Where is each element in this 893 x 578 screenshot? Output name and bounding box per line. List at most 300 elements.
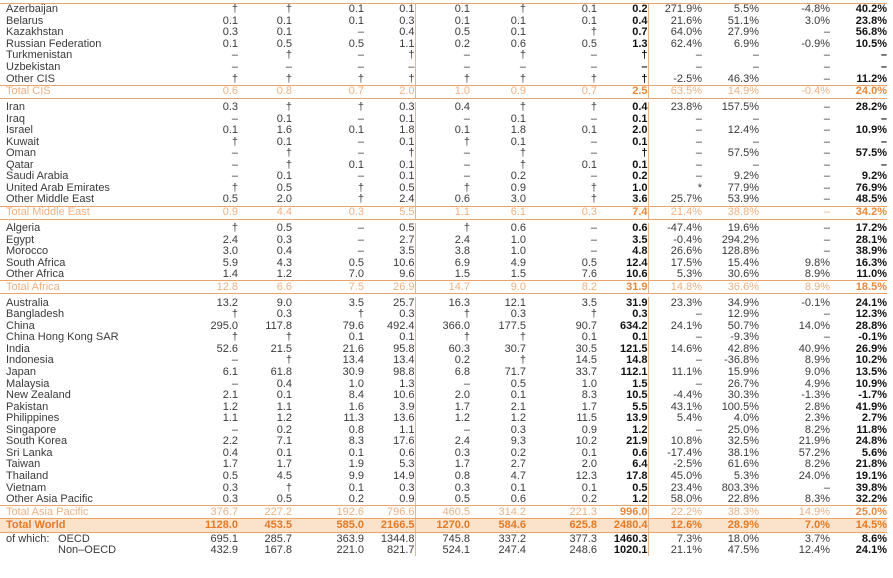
cell-c2: 6.6 <box>238 281 292 294</box>
cell-c5: – <box>415 160 470 172</box>
table-row <box>0 321 887 333</box>
cell-c5: 745.8 <box>415 533 470 545</box>
cell-p4: 10.5% <box>855 37 887 50</box>
cell-c2: 1.6 <box>276 124 292 137</box>
cell-c2: 227.2 <box>238 506 292 519</box>
cell-c1: 5.9 <box>222 256 238 269</box>
cell-c1: 295.0 <box>210 319 238 332</box>
cell-c4: 1.1 <box>399 37 415 50</box>
cell-p4: 24.8% <box>855 435 887 448</box>
cell-c4: 2.4 <box>399 193 415 206</box>
table-row <box>0 125 887 137</box>
cell-c4: 0.1 <box>399 135 415 148</box>
cell-c1: 0.3 <box>222 26 238 39</box>
cell-c2: † <box>285 147 292 160</box>
cell-c4: 0.5 <box>399 222 415 235</box>
cell-c2: † <box>285 49 292 62</box>
cell-p4: 11.8% <box>856 423 887 436</box>
cell-p1: – <box>648 425 702 437</box>
cell-c5: 0.2 <box>415 355 470 367</box>
cell-p3: 21.9% <box>798 435 830 448</box>
cell-c4: 2166.5 <box>364 519 415 533</box>
cell-c1: † <box>231 181 238 194</box>
row-label: United Arab Emirates <box>6 181 110 194</box>
cell-c2: 0.2 <box>276 423 292 436</box>
cell-p2: 38.3% <box>702 506 759 519</box>
cell-p3: 3.0% <box>804 14 830 27</box>
cell-p4: 24.0% <box>830 85 887 98</box>
cell-c6: 12.1 <box>504 296 526 309</box>
cell-c7: 90.7 <box>575 319 597 332</box>
cell-p4: 28.2% <box>855 101 887 114</box>
row-label: Qatar <box>6 158 34 171</box>
cell-c6: 1.5 <box>510 268 526 281</box>
cell-c7: – <box>590 245 597 258</box>
cell-c5: 366.0 <box>415 321 470 333</box>
cell-c8: 1.0 <box>632 181 648 194</box>
cell-c7: † <box>590 101 597 114</box>
cell-p4: 16.3% <box>855 256 887 269</box>
cell-c2: 0.1 <box>276 446 292 459</box>
cell-c7: 3.5 <box>581 296 597 309</box>
data-table <box>0 3 887 556</box>
cell-c4: 26.9 <box>364 281 415 294</box>
cell-p3: 8.9% <box>759 281 830 294</box>
cell-c8: – <box>641 61 648 73</box>
cell-c2: 0.3 <box>276 233 292 246</box>
cell-p1: 64.0% <box>648 27 702 39</box>
cell-c4: 0.6 <box>399 446 415 459</box>
cell-c6: † <box>519 354 526 367</box>
cell-p4: -0.1% <box>858 331 887 344</box>
row-label: Iran <box>6 101 25 114</box>
cell-p4: 32.2% <box>855 493 887 506</box>
cell-p2: 46.3% <box>727 72 759 85</box>
row-label-text: Non–OECD <box>58 544 117 557</box>
cell-p1: 58.0% <box>648 494 702 506</box>
table-row <box>0 171 887 183</box>
cell-p4: 17.2% <box>855 222 887 235</box>
cell-c1: † <box>231 3 238 16</box>
cell-c2: † <box>285 354 292 367</box>
cell-c1: 0.1 <box>222 124 238 137</box>
cell-c1: 0.1 <box>222 37 238 50</box>
cell-c2: 0.3 <box>276 308 292 321</box>
cell-c1: – <box>231 61 238 73</box>
cell-c3: – <box>357 222 364 235</box>
cell-c7: 0.1 <box>581 158 597 171</box>
cell-p3: 24.0% <box>798 469 830 482</box>
cell-c2: 285.7 <box>264 532 292 545</box>
cell-p2: 12.4% <box>727 124 759 137</box>
cell-c8: 0.1 <box>632 331 648 344</box>
row-label: South Africa <box>6 256 66 269</box>
cell-p1: 11.1% <box>648 367 702 379</box>
cell-c8: 634.2 <box>619 319 648 332</box>
table-row <box>0 297 887 309</box>
cell-c2: 167.8 <box>264 544 292 557</box>
cell-c5: 0.1 <box>415 4 470 16</box>
cell-c4: 14.9 <box>393 469 415 482</box>
row-label: Israel <box>6 124 33 137</box>
cell-p2: – <box>752 112 759 125</box>
cell-c8: 6.4 <box>632 458 648 471</box>
cell-p2: 32.5% <box>727 435 759 448</box>
cell-p1: 271.9% <box>648 4 702 16</box>
cell-c3: 3.5 <box>348 296 364 309</box>
cell-p1: 43.1% <box>648 401 702 413</box>
cell-p2: 4.0% <box>733 412 759 425</box>
row-label: Bangladesh <box>6 308 65 321</box>
cell-p4: -1.7% <box>858 389 887 402</box>
cell-c6: 1.0 <box>510 245 526 258</box>
cell-p3: – <box>823 193 830 206</box>
cell-p3: -0.9% <box>801 37 830 50</box>
total-row <box>0 85 887 98</box>
cell-c8: 4.8 <box>632 245 648 258</box>
cell-c2: 1.2 <box>276 268 292 281</box>
table-row <box>0 355 887 367</box>
cell-p4: 2.7% <box>861 412 887 425</box>
cell-p2: 47.5% <box>727 544 759 557</box>
cell-c6: 30.7 <box>504 342 526 355</box>
cell-c2: 4.4 <box>238 206 292 219</box>
cell-p3: 8.9% <box>804 268 830 281</box>
cell-c1: 0.3 <box>222 101 238 114</box>
cell-p1: * <box>648 183 702 195</box>
cell-p3: – <box>823 308 830 321</box>
cell-c6: † <box>519 3 526 16</box>
cell-c4: 821.7 <box>386 544 415 557</box>
cell-c3: † <box>357 308 364 321</box>
row-label: South Korea <box>6 435 68 448</box>
cell-p4: – <box>880 112 887 125</box>
cell-c4: 796.6 <box>364 506 415 519</box>
table-row <box>0 183 887 195</box>
cell-c8: 0.6 <box>632 222 648 235</box>
cell-c6: 0.3 <box>510 308 526 321</box>
cell-c3: 8.4 <box>348 389 364 402</box>
cell-c2: 0.5 <box>276 37 292 50</box>
cell-c5: † <box>415 136 470 148</box>
cell-c3: 0.7 <box>292 85 364 98</box>
cell-c4: 0.1 <box>399 158 415 171</box>
cell-c1: – <box>231 423 238 436</box>
cell-p3: 8.2% <box>804 423 830 436</box>
cell-c5: 0.2 <box>415 39 470 51</box>
cell-c5: † <box>415 223 470 235</box>
cell-c8: 31.9 <box>597 281 648 294</box>
cell-c7: † <box>590 26 597 39</box>
cell-c7: 625.8 <box>526 519 597 533</box>
cell-c8: 2.0 <box>632 124 648 137</box>
cell-p3: -4.8% <box>801 3 830 16</box>
cell-c4: 0.5 <box>399 181 415 194</box>
cell-c4: † <box>408 72 415 85</box>
cell-c1: – <box>231 354 238 367</box>
cell-c1: 0.3 <box>222 493 238 506</box>
cell-p1: – <box>648 125 702 137</box>
cell-c4: 10.6 <box>393 256 415 269</box>
row-label: New Zealand <box>6 389 71 402</box>
cell-p4: 12.3% <box>855 308 887 321</box>
cell-p4: 13.5% <box>855 366 887 379</box>
cell-c6: 2.1 <box>510 400 526 413</box>
cell-p4: 5.6% <box>861 446 887 459</box>
table-row <box>0 436 887 448</box>
cell-p1: – <box>648 62 702 74</box>
cell-c4: 0.3 <box>399 481 415 494</box>
cell-c7: – <box>590 222 597 235</box>
row-label: Other Middle East <box>6 193 95 206</box>
cell-c1: – <box>231 158 238 171</box>
table-row <box>0 413 887 425</box>
cell-c7: 1.0 <box>581 377 597 390</box>
cell-p1: 62.4% <box>648 39 702 51</box>
cell-p2: 803.3% <box>721 481 759 494</box>
cell-c4: 95.8 <box>393 342 415 355</box>
cell-c2: 7.1 <box>276 435 292 448</box>
cell-c6: 0.3 <box>510 423 526 436</box>
cell-c4: 0.3 <box>399 101 415 114</box>
cell-p1: 63.5% <box>648 85 702 98</box>
cell-c5: 2.4 <box>415 436 470 448</box>
cell-c3: 30.9 <box>342 366 364 379</box>
cell-c6: 0.2 <box>510 446 526 459</box>
table-row <box>0 246 887 258</box>
cell-c3: 1.0 <box>348 377 364 390</box>
cell-c7: 0.1 <box>581 124 597 137</box>
cell-c1: 0.5 <box>222 193 238 206</box>
cell-p1: – <box>648 355 702 367</box>
cell-p3: 2.8% <box>804 400 830 413</box>
cell-c7: 0.1 <box>581 481 597 494</box>
cell-c8: 0.6 <box>632 446 648 459</box>
cell-c3: 0.2 <box>348 493 364 506</box>
cell-p1: -0.4% <box>648 234 702 246</box>
cell-c1: 1.7 <box>222 458 238 471</box>
cell-p2: 53.9% <box>727 193 759 206</box>
cell-c6: † <box>519 49 526 62</box>
cell-c1: 1128.0 <box>190 519 238 533</box>
cell-p1: 23.8% <box>648 102 702 114</box>
cell-p2: 100.5% <box>721 400 759 413</box>
cell-c6: 4.7 <box>510 469 526 482</box>
cell-p3: – <box>759 206 830 219</box>
table-row <box>0 148 887 160</box>
cell-p4: – <box>880 49 887 62</box>
cell-c4: 5.3 <box>399 458 415 471</box>
cell-c6: – <box>519 61 526 73</box>
row-label: Kuwait <box>6 135 40 148</box>
cell-c4: 0.1 <box>399 3 415 16</box>
cell-p3: 8.3% <box>804 493 830 506</box>
cell-c7: 2.0 <box>581 458 597 471</box>
cell-p3: – <box>823 245 830 258</box>
cell-c2: 21.5 <box>270 342 292 355</box>
of-which-row <box>0 533 887 545</box>
cell-p4: 25.0% <box>830 506 887 519</box>
cell-p2: 38.1% <box>727 446 759 459</box>
cell-c6: 0.2 <box>510 170 526 183</box>
cell-c2: 4.5 <box>276 469 292 482</box>
cell-c8: 0.2 <box>632 3 648 16</box>
cell-p1: – <box>648 50 702 62</box>
cell-c5: 0.8 <box>415 471 470 483</box>
cell-p3: 9.0% <box>804 366 830 379</box>
of-which-row <box>0 545 887 557</box>
cell-c2: 0.5 <box>276 493 292 506</box>
table-row <box>0 494 887 506</box>
cell-c1: 13.2 <box>216 296 238 309</box>
cell-c1: 2.2 <box>222 435 238 448</box>
cell-c5: 0.5 <box>415 494 470 506</box>
table-row <box>0 378 887 390</box>
cell-p4: 8.6% <box>861 532 887 545</box>
cell-p4: 10.9% <box>855 377 887 390</box>
row-label: Algeria <box>6 222 41 235</box>
cell-p2: 5.3% <box>733 469 759 482</box>
cell-c4: 13.4 <box>393 354 415 367</box>
cell-c4: 1.1 <box>399 423 415 436</box>
table-row <box>0 367 887 379</box>
cell-c6: 71.7 <box>504 366 526 379</box>
cell-p3: 12.4% <box>798 544 830 557</box>
cell-c4: † <box>408 49 415 62</box>
cell-c6: 0.1 <box>510 481 526 494</box>
cell-c6: 0.5 <box>510 377 526 390</box>
cell-p1: 22.2% <box>648 506 702 519</box>
cell-c8: 996.0 <box>597 506 648 519</box>
cell-p1: -2.5% <box>648 73 702 85</box>
cell-p1: -17.4% <box>648 448 702 460</box>
cell-c1: † <box>231 331 238 344</box>
cell-c2: 0.1 <box>276 135 292 148</box>
cell-p4: 40.2% <box>855 3 887 16</box>
cell-c5: 460.5 <box>415 506 470 519</box>
cell-c2: 0.1 <box>276 112 292 125</box>
cell-c5: 1.7 <box>415 401 470 413</box>
cell-c7: 1.7 <box>581 400 597 413</box>
cell-c3: 0.1 <box>348 124 364 137</box>
table-row <box>0 257 887 269</box>
cell-c5: † <box>415 183 470 195</box>
cell-c2: † <box>285 72 292 85</box>
cell-p4: 10.2% <box>855 354 887 367</box>
cell-c1: – <box>231 377 238 390</box>
cell-p2: 28.9% <box>702 519 759 533</box>
cell-c8: 0.1 <box>632 112 648 125</box>
cell-c8: 12.4 <box>626 256 648 269</box>
cell-p2: 12.9% <box>727 308 759 321</box>
row-label: Taiwan <box>6 458 41 471</box>
cell-c7: 10.2 <box>575 435 597 448</box>
cell-c2: † <box>285 101 292 114</box>
cell-c3: 0.3 <box>292 206 364 219</box>
cell-c8: 112.1 <box>620 366 648 379</box>
cell-c7: 0.3 <box>526 206 597 219</box>
cell-p4: – <box>880 135 887 148</box>
row-label: Australia <box>6 296 49 309</box>
row-label: Egypt <box>6 233 35 246</box>
table-row <box>0 459 887 471</box>
cell-p1: 21.4% <box>648 206 702 219</box>
cell-p1: 14.6% <box>648 344 702 356</box>
row-label: Other CIS <box>6 72 55 85</box>
cell-p2: 42.8% <box>727 342 759 355</box>
cell-p2: 22.8% <box>727 493 759 506</box>
cell-p4: 28.1% <box>855 233 887 246</box>
cell-c1: 0.6 <box>190 85 238 98</box>
of-which-prefix: of which: <box>6 532 50 545</box>
cell-c7: – <box>590 49 597 62</box>
table-row <box>0 309 887 321</box>
cell-c7: 7.6 <box>581 268 597 281</box>
cell-p1: 5.4% <box>648 413 702 425</box>
cell-c4: † <box>408 147 415 160</box>
cell-p2: -36.8% <box>724 354 759 367</box>
row-label: China Hong Kong SAR <box>6 331 119 344</box>
cell-p2: – <box>752 158 759 171</box>
cell-c7: 0.5 <box>581 256 597 269</box>
row-label: Saudi Arabia <box>6 170 69 183</box>
cell-c8: 0.1 <box>632 135 648 148</box>
cell-c6: 1.0 <box>510 233 526 246</box>
cell-p1: 23.3% <box>648 297 702 309</box>
cell-p3: 14.9% <box>759 506 830 519</box>
cell-c8: 17.8 <box>626 469 648 482</box>
cell-c4: 98.8 <box>393 366 415 379</box>
cell-p2: 51.1% <box>727 14 759 27</box>
cell-c7: 0.1 <box>581 14 597 27</box>
cell-c2: 0.4 <box>276 245 292 258</box>
table-row <box>0 471 887 483</box>
cell-p3: – <box>823 72 830 85</box>
cell-c5: – <box>415 425 470 437</box>
cell-p1: 25.7% <box>648 194 702 206</box>
cell-p1: – <box>648 171 702 183</box>
row-label: Indonesia <box>6 354 54 367</box>
cell-c8: 1460.3 <box>613 532 648 545</box>
cell-p1: – <box>648 136 702 148</box>
cell-p2: 61.6% <box>727 458 759 471</box>
row-label: Total World <box>0 519 190 533</box>
cell-c1: 376.7 <box>190 506 238 519</box>
table-row <box>0 39 887 51</box>
cell-c7: 12.3 <box>575 469 597 482</box>
cell-c5: 16.3 <box>415 297 470 309</box>
cell-c6: † <box>519 158 526 171</box>
cell-p4: 9.2% <box>861 170 887 183</box>
cell-c2: 453.5 <box>238 519 292 533</box>
cell-c1: 6.1 <box>222 366 238 379</box>
row-label: China <box>6 319 35 332</box>
cell-c3: – <box>357 49 364 62</box>
table-row <box>0 27 887 39</box>
cell-p4: – <box>880 158 887 171</box>
cell-c2: 117.8 <box>265 319 292 332</box>
cell-c8: 121.5 <box>619 342 648 355</box>
cell-c2: 1.1 <box>276 400 292 413</box>
cell-c5: 14.7 <box>415 281 470 294</box>
cell-c1: 432.9 <box>210 544 238 557</box>
total-row <box>0 506 887 519</box>
cell-c6: 1.8 <box>510 124 526 137</box>
cell-p3: -0.4% <box>759 85 830 98</box>
cell-c2: 0.8 <box>238 85 292 98</box>
cell-p4: 19.1% <box>855 469 887 482</box>
cell-c7: – <box>590 112 597 125</box>
